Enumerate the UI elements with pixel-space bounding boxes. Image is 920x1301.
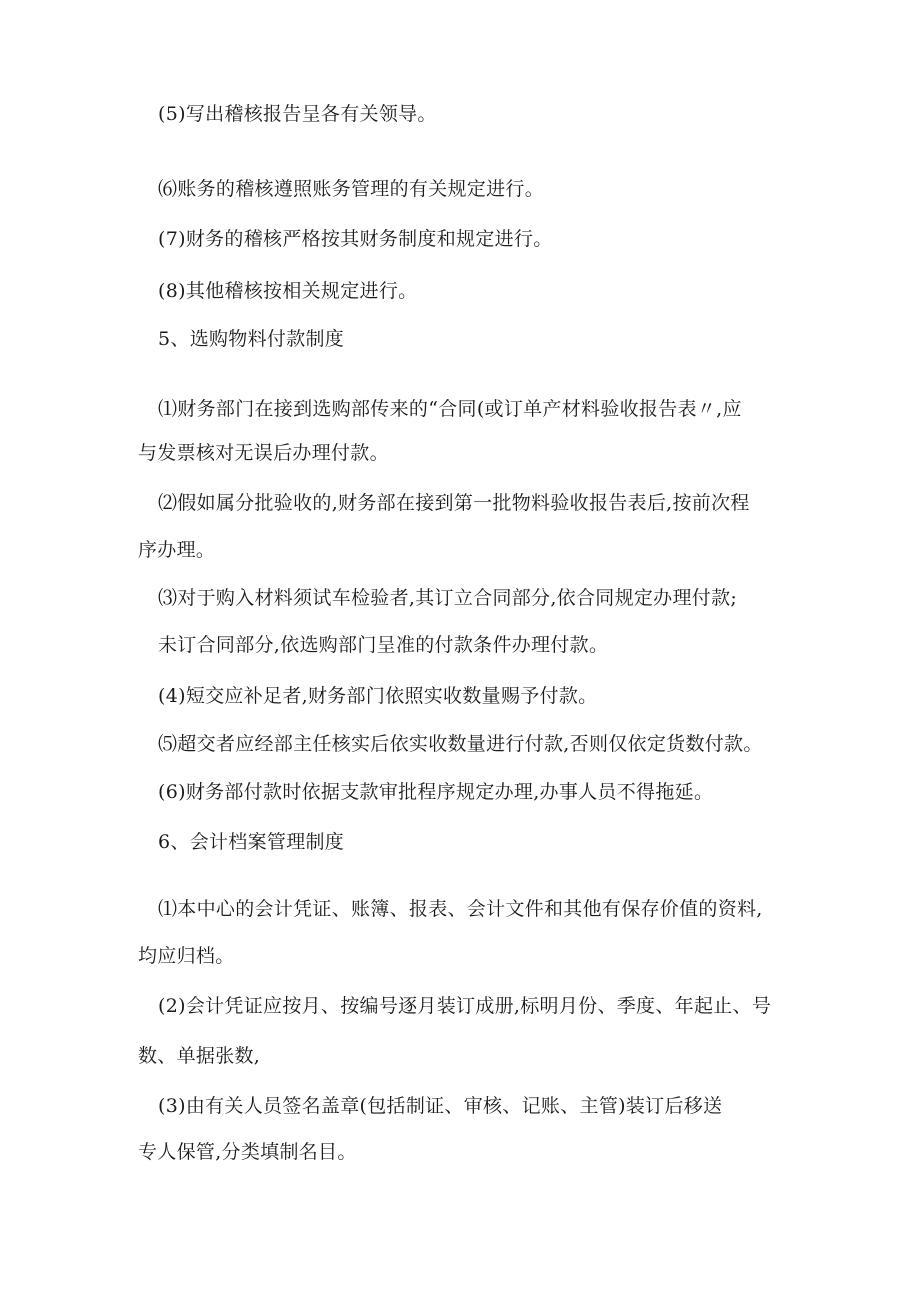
paragraph-line: ⑹账务的稽核遵照账务管理的有关规定进行。: [158, 178, 545, 200]
paragraph-line: ⑴本中心的会计凭证、账簿、报表、会计文件和其他有保存价值的资料,: [158, 898, 763, 920]
paragraph-line: 均应归档。: [138, 945, 235, 967]
paragraph-line: 专人保管,分类填制名目。: [138, 1141, 357, 1163]
paragraph-line: 未订合同部分,依选购部门呈准的付款条件办理付款。: [158, 634, 609, 656]
paragraph-line: ⑸超交者应经部主任核实后依实收数量进行付款,否则仅依定货数付款。: [158, 733, 763, 755]
section-heading: 6、会计档案管理制度: [158, 831, 345, 853]
paragraph-line: (3)由有关人员签名盖章(包括制证、审核、记账、主管)装订后移送: [158, 1095, 723, 1117]
paragraph-line: 序办理。: [138, 539, 216, 561]
paragraph-line: 数、单据张数,: [138, 1045, 261, 1067]
paragraph-line: (8)其他稽核按相关规定进行。: [158, 280, 418, 302]
paragraph-line: (5)写出稽核报告呈各有关领导。: [158, 103, 437, 125]
paragraph-line: (7)财务的稽核严格按其财务制度和规定进行。: [158, 228, 553, 250]
paragraph-line: 与发票核对无误后办理付款。: [138, 442, 389, 464]
paragraph-line: ⑶对于购入材料须试车检验者,其订立合同部分,依合同规定办理付款;: [158, 587, 738, 609]
paragraph-line: ⑵假如属分批验收的,财务部在接到第一批物料验收报告表后,按前次程: [158, 492, 750, 514]
paragraph-line: ⑴财务部门在接到选购部传来的“合同(或订单产材料验收报告表〃,应: [158, 398, 742, 420]
paragraph-line: (6)财务部付款时依据支款审批程序规定办理,办事人员不得拖延。: [158, 781, 714, 803]
paragraph-line: (2)会计凭证应按月、按编号逐月装订成册,标明月份、季度、年起止、号: [158, 995, 772, 1017]
paragraph-line: (4)短交应补足者,财务部门依照实收数量赐予付款。: [158, 685, 598, 707]
section-heading: 5、选购物料付款制度: [158, 328, 345, 350]
